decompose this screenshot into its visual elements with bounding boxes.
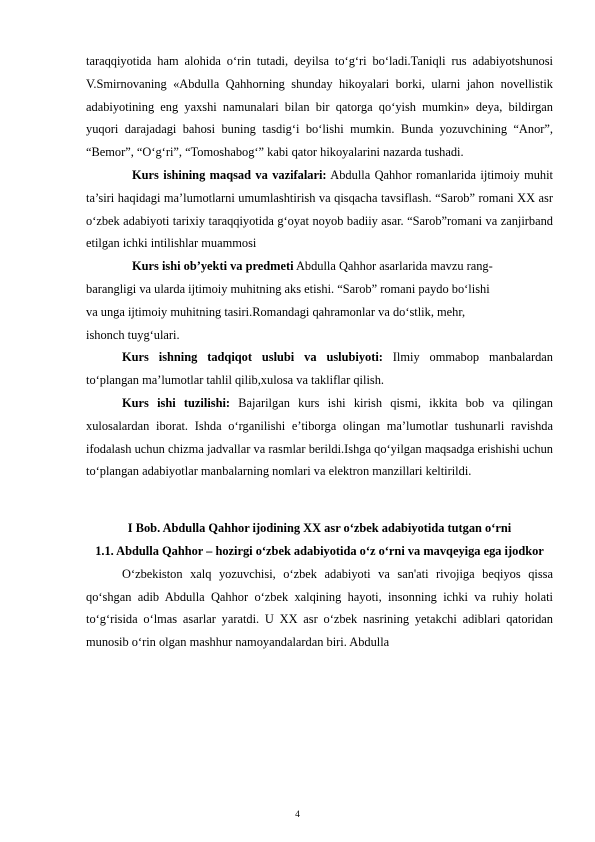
paragraph-goals [86,164,553,255]
paragraph-object-line2: barangligi va ularda ijtimoiy muhitning aks etishi. “Sarob” romani paydo bo‘lishi [86,281,490,296]
goals-lead: Kurs ishining maqsad va vazifalari: [132,167,327,182]
paragraph-intro-continued: taraqqiyotida ham alohida o‘rin tutadi, deyilsa to‘g‘ri bo‘ladi.Taniqli rus adabiyotshunosi V.Smirnovaning «Abdulla Qahhorning shunday hikoyalari borki, ularni jahon novellistik adabiyotining eng yaxshi namunalari bilan bir qatorga qo‘yish mumkin» deya, bildirgan yuqori darajadagi bahosi buning tasdig‘i bo‘lishi mumkin. Bunda yozuvchining “Anor”, “Bemor”, “O‘g‘ri”, “Tomoshabog‘” kabi qator hikoyalarini nazarda tushadi. [86,54,553,160]
object-lead: Kurs ishi ob’yekti va predmeti [132,259,294,274]
section-gap [86,483,553,517]
structure-lead: Kurs ishi tuzilishi: [122,395,231,410]
method-text: Ilmiy ommabop manbalardan to‘plangan ma’lumotlar tahlil qilib,xulosa va takliflar qilish. [86,350,553,388]
page-content [86,50,553,654]
page-number: 4 [295,810,300,820]
paragraph-method [86,346,553,392]
structure-text: Bajarilgan kurs ishi kirish qismi, ikkita bob va qilingan xulosalardan iborat. Ishda o‘rganilishi e’tiborga olingan ma’lumotlar tushunarli ravishda ifodalash uchun chizma jadvallar va rasmlar berildi.Ishga qo‘yilgan maqsadga erishishi uchun to‘plangan adabiyotlar manbalarning nomlari va elektron manzillari keltirildi. [86,395,553,479]
paragraph-object-line1 [86,255,553,278]
object-text-1: Abdulla Qahhor asarlarida mavzu rang- [293,259,493,274]
paragraph-body-start: O‘zbekiston xalq yozuvchisi, o‘zbek adabiyoti va san'ati rivojiga beqiyos qissa qo‘shgan adib Abdulla Qahhor o‘zbek xalqining hayoti, insonning ichki va ruhiy holati to‘g‘risida o‘lmas asarlar yaratdi. U XX asr o‘zbek nasrining yetakchi adiblari qatoridan munosib o‘rin olgan mashhur namoyandalardan biri. Abdulla [86,566,553,650]
goals-text: Abdulla Qahhor romanlarida ijtimoiy muhit ta’siri haqidagi ma’lumotlarni umumlashtirish va qisqacha tavsiflash. “Sarob” romani XX asr o‘zbek adabiyoti tarixiy taraqqiyotida g‘oyat noyob badiiy asar. “Sarob”romani va zanjirband etilgan ichki intilishlar muammosi [86,167,553,251]
section-heading: 1.1. Abdulla Qahhor – hozirgi o‘zbek adabiyotida o‘z o‘rni va mavqeyiga ega ijodkor [95,543,544,558]
chapter-heading: I Bob. Abdulla Qahhor ijodining XX asr o‘zbek adabiyotida tutgan o‘rni [127,521,512,536]
paragraph-object-line3: va unga ijtimoiy muhitning tasiri.Romandagi qahramonlar va do‘stlik, mehr, [86,304,466,319]
method-lead: Kurs ishning tadqiqot uslubi va uslubiyoti: [122,350,383,365]
paragraph-object-line4: ishonch tuyg‘ulari. [86,327,180,342]
paragraph-structure [86,392,553,483]
